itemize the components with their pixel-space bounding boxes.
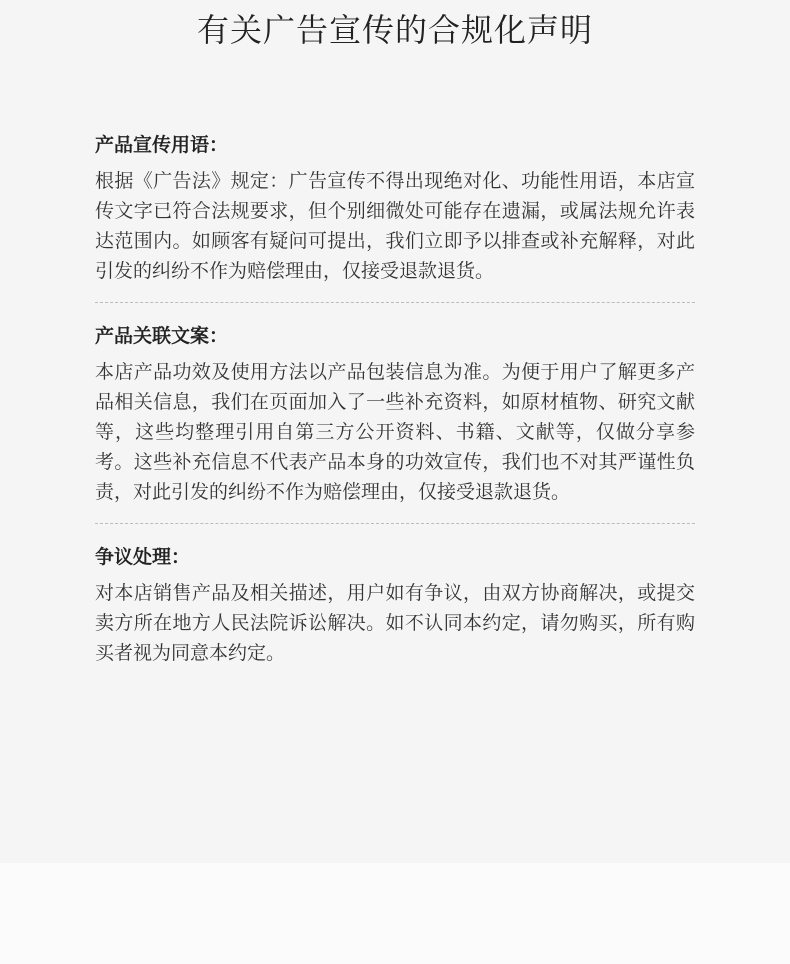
dashed-divider <box>95 523 695 524</box>
section-dispute-handling <box>95 542 695 668</box>
section-related-copy <box>95 321 695 507</box>
page-title: 有关广告宣传的合规化声明 <box>196 11 593 49</box>
section-heading: 产品关联文案： <box>95 325 229 347</box>
section-body: 对本店销售产品及相关描述，用户如有争议，由双方协商解决，或提交卖方所在地方人民法院诉讼解决。如不认同本约定，请勿购买，所有购买者视为同意本约定。 <box>95 582 695 664</box>
blank-footer-area <box>0 863 790 964</box>
statement-content <box>95 130 695 668</box>
section-body: 根据《广告法》规定：广告宣传不得出现绝对化、功能性用语，本店宣传文字已符合法规要求，但个别细微处可能存在遗漏，或属法规允许表达范围内。如顾客有疑问可提出，我们立即予以排查或补充解释，对此引发的纠纷不作为赔偿理由，仅接受退款退货。 <box>95 170 695 282</box>
section-heading: 争议处理： <box>95 546 191 568</box>
section-promotional-terms <box>95 130 695 286</box>
section-body: 本店产品功效及使用方法以产品包装信息为准。为便于用户了解更多产品相关信息，我们在页面加入了一些补充资料，如原材植物、研究文献等，这些均整理引用自第三方公开资料、书籍、文献等，仅做分享参考。这些补充信息不代表产品本身的功效宣传，我们也不对其严谨性负责，对此引发的纠纷不作为赔偿理由，仅接受退款退货。 <box>95 361 695 503</box>
dashed-divider <box>95 302 695 303</box>
section-heading: 产品宣传用语： <box>95 134 229 156</box>
